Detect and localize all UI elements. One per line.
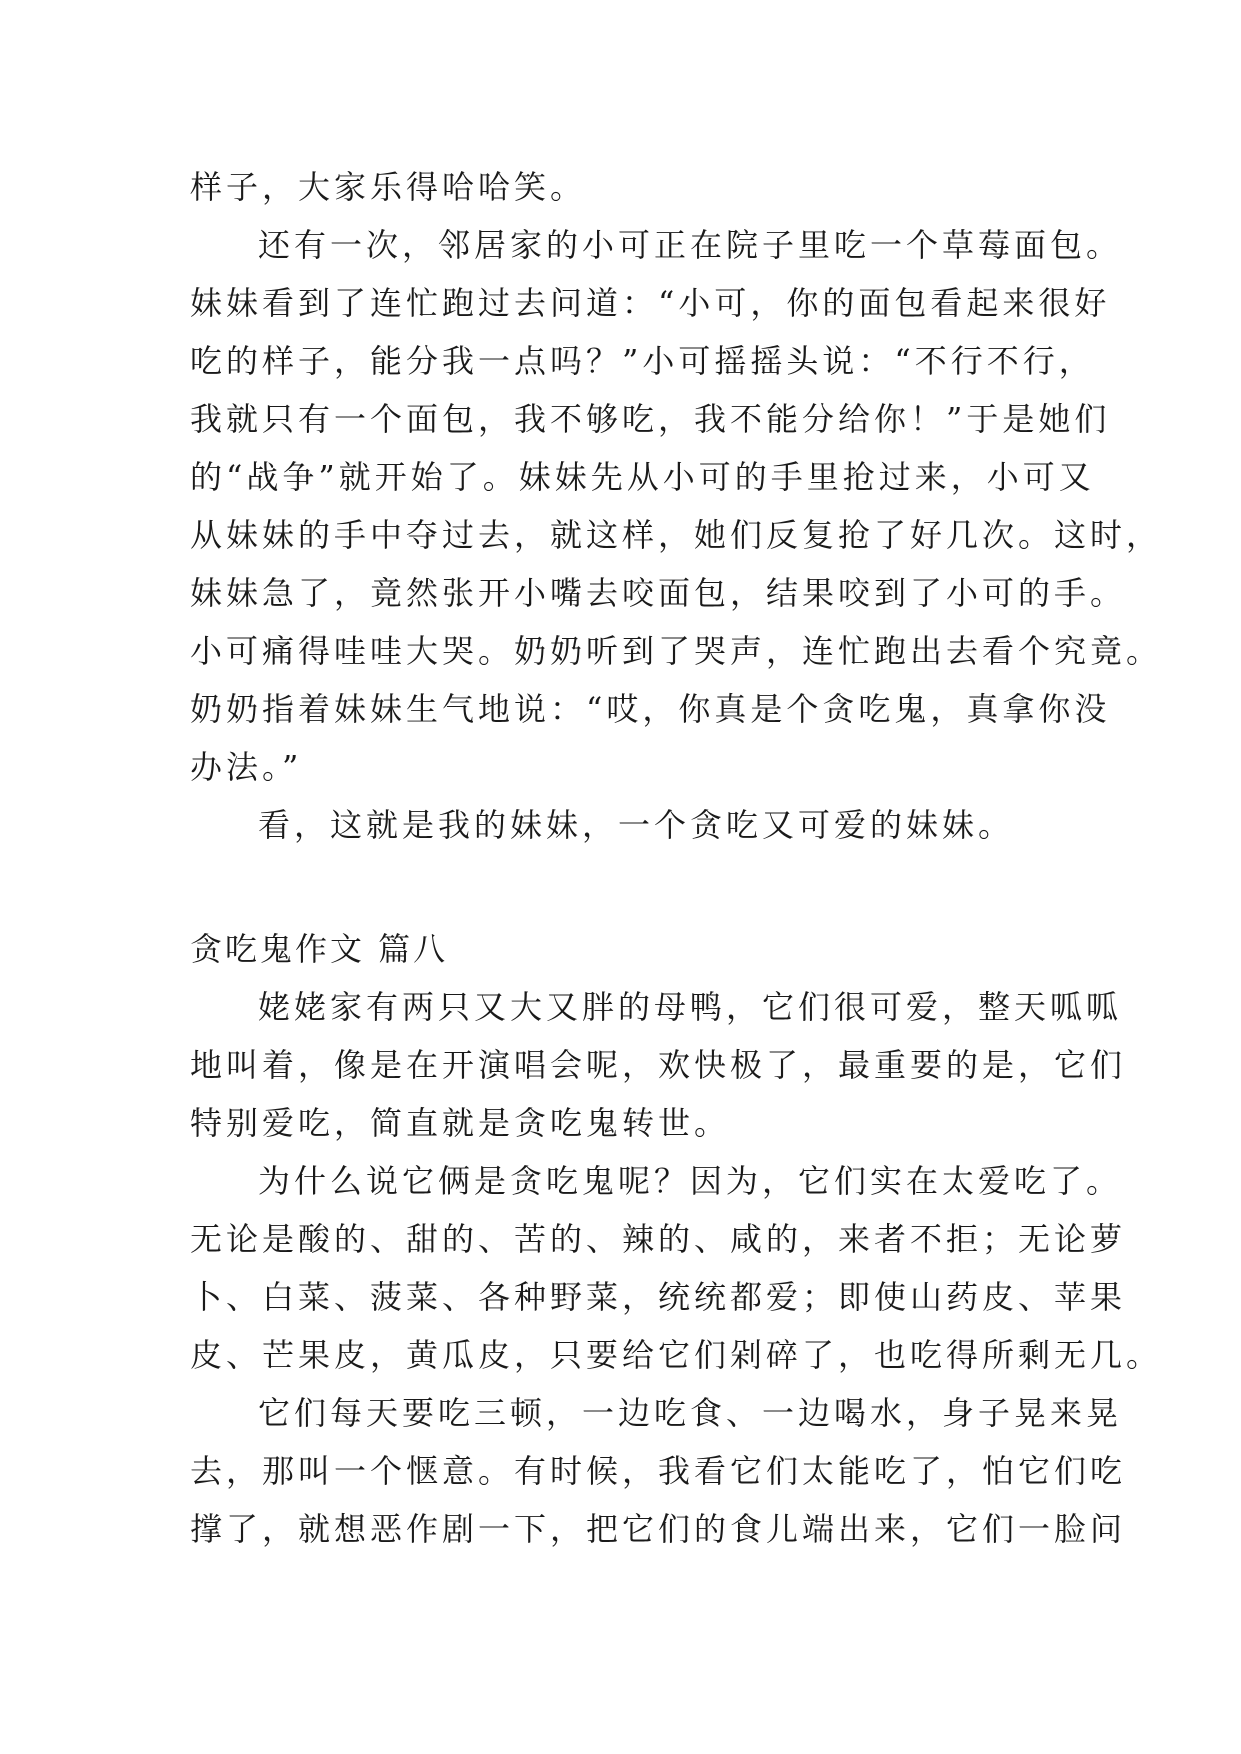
paragraph-first-line: 看，这就是我的妹妹，一个贪吃又可爱的妹妹。 [258, 806, 1015, 844]
text-line: 吃的样子，能分我一点吗？”小可摇摇头说：“不行不行， [190, 342, 1095, 380]
paragraph-first-line: 还有一次，邻居家的小可正在院子里吃一个草莓面包。 [258, 226, 1123, 264]
paragraph-first-line: 为什么说它俩是贪吃鬼呢？因为，它们实在太爱吃了。 [258, 1162, 1123, 1200]
text-line: 撑了，就想恶作剧一下，把它们的食儿端出来，它们一脸问 [190, 1510, 1127, 1548]
text-line: 妹妹急了，竟然张开小嘴去咬面包，结果咬到了小可的手。 [190, 574, 1127, 612]
paragraph-first-line: 它们每天要吃三顿，一边吃食、一边喝水，身子晃来晃 [258, 1394, 1123, 1432]
text-line: 特别爱吃，简直就是贪吃鬼转世。 [190, 1104, 731, 1142]
text-line: 办法。” [190, 748, 303, 786]
text-line: 小可痛得哇哇大哭。奶奶听到了哭声，连忙跑出去看个究竟。 [190, 632, 1163, 670]
text-line: 我就只有一个面包，我不够吃，我不能分给你！”于是她们 [190, 400, 1111, 438]
section-heading: 贪吃鬼作文 篇八 [190, 930, 449, 968]
text-line: 从妹妹的手中夺过去，就这样，她们反复抢了好几次。这时， [190, 516, 1163, 554]
section-2-text [190, 920, 1163, 1558]
text-line: 无论是酸的、甜的、苦的、辣的、咸的，来者不拒；无论萝 [190, 1220, 1127, 1258]
text-line: 卜、白菜、菠菜、各种野菜，统统都爱；即使山药皮、苹果 [190, 1278, 1127, 1316]
section-1-text [190, 158, 1163, 854]
text-line: 皮、芒果皮，黄瓜皮，只要给它们剁碎了，也吃得所剩无几。 [190, 1336, 1163, 1374]
text-line: 妹妹看到了连忙跑过去问道：“小可，你的面包看起来很好 [190, 284, 1111, 322]
text-line: 去，那叫一个惬意。有时候，我看它们太能吃了，怕它们吃 [190, 1452, 1127, 1490]
text-line: 地叫着，像是在开演唱会呢，欢快极了，最重要的是，它们 [190, 1046, 1127, 1084]
text-line: 的“战争”就开始了。妹妹先从小可的手里抢过来，小可又 [190, 458, 1095, 496]
text-line: 奶奶指着妹妹生气地说：“哎，你真是个贪吃鬼，真拿你没 [190, 690, 1111, 728]
paragraph-first-line: 姥姥家有两只又大又胖的母鸭，它们很可爱，整天呱呱 [258, 988, 1123, 1026]
text-line: 样子，大家乐得哈哈笑。 [190, 168, 587, 206]
